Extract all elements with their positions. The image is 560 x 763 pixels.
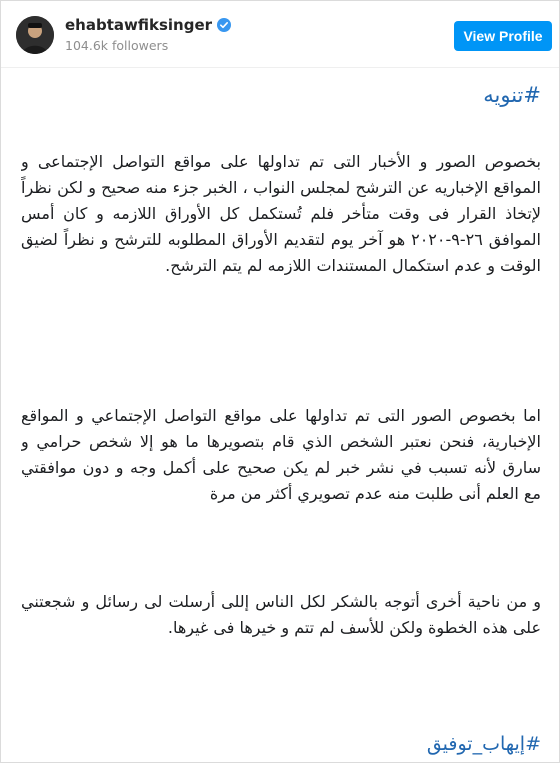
post-paragraph-2: اما بخصوص الصور التى تم تداولها على مواقع التواصل الإجتماعي و المواقع الإخبارية، فنحن نعتبر الشخص الذي قام بتصويرها ما هو إلا شخص حرامي و سارق لأنه تسبب في نشر خبر لم يكن صحيح على أكمل وجه و دون موافقتي مع العلم أنى طلبت منه عدم تصويري أكثر من مرة bbox=[21, 406, 541, 503]
follower-count: 104.6k followers bbox=[65, 38, 169, 53]
avatar[interactable] bbox=[16, 16, 54, 54]
avatar-photo-icon bbox=[16, 16, 54, 54]
username[interactable]: ehabtawfiksinger bbox=[65, 16, 213, 34]
view-profile-button[interactable]: View Profile bbox=[454, 21, 552, 51]
verified-badge-icon bbox=[217, 18, 231, 32]
post-paragraph-3: و من ناحية أخرى أتوجه بالشكر لكل الناس إللى أرسلت لى رسائل و شجعتني على هذه الخطوة ولكن للأسف لم تتم و خيرها فى غيرها. bbox=[21, 592, 541, 637]
hashtag-notice[interactable]: #تنويه bbox=[483, 83, 541, 107]
username-row[interactable] bbox=[65, 16, 231, 34]
embed-header bbox=[1, 1, 559, 68]
post-image-text bbox=[21, 75, 541, 761]
post-paragraph-1: بخصوص الصور و الأخبار التى تم تداولها على مواقع التواصل الإجتماعى و المواقع الإخباريه عن الترشح لمجلس النواب ، الخبر جزء منه صحيح و لكن نظراً لإتخاذ القرار فى وقت متأخر فلم تُستكمل كل الأوراق اللازمه و كان أمس الموافق ٢٦-٩-٢٠٢٠ هو آخر يوم لتقديم الأوراق المطلوبه للترشح و نظراً لضيق الوقت و عدم استكمال المستندات اللازمه لم يتم الترشح. bbox=[21, 152, 541, 275]
hashtag-signature[interactable]: #إيهاب_توفيق bbox=[426, 733, 541, 755]
